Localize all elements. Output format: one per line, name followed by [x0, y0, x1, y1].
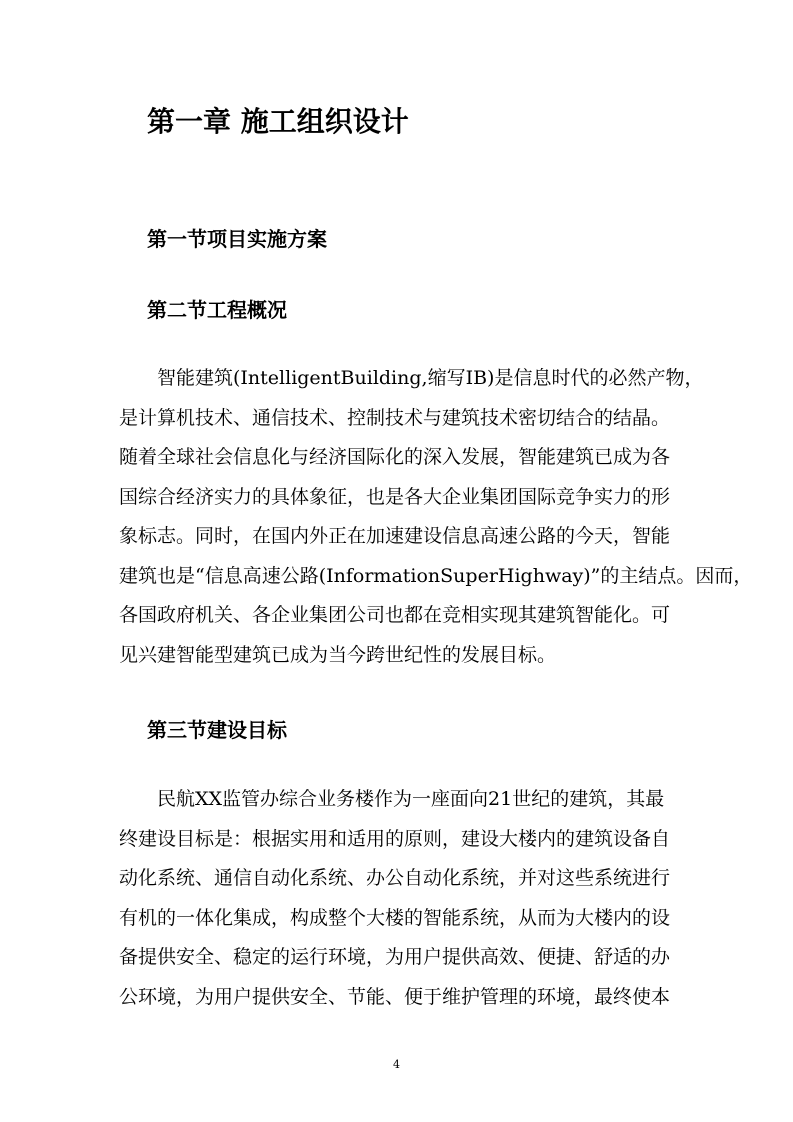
paragraph-line: 终建设目标是：根据实用和适用的原则，建设大楼内的建筑设备自 [119, 827, 671, 850]
page-number: 4 [393, 1058, 400, 1071]
paragraph-construction-goal [119, 780, 669, 1017]
section-title-1: 第一节项目实施方案 [147, 227, 327, 251]
paragraph-line: 动化系统、通信自动化系统、办公自动化系统，并对这些系统进行 [119, 867, 671, 889]
paragraph-line: 是计算机技术、通信技术、控制技术与建筑技术密切结合的结晶。 [119, 406, 671, 429]
paragraph-line: 民航XX监管办综合业务楼作为一座面向21世纪的建筑，其最 [157, 788, 665, 810]
section-title-3: 第三节建设目标 [147, 718, 287, 742]
section-title-2: 第二节工程概况 [147, 298, 287, 322]
paragraph-line: 智能建筑(IntelligentBuilding,缩写IB)是信息时代的必然产物， [157, 367, 704, 389]
paragraph-line: 公环境，为用户提供安全、节能、便于维护管理的环境，最终使本 [119, 985, 671, 1008]
paragraph-project-overview [119, 359, 753, 675]
paragraph-line: 象标志。同时，在国内外正在加速建设信息高速公路的今天，智能 [119, 525, 671, 547]
paragraph-line: 建筑也是“信息高速公路(InformationSuperHighway)”的主结点。因而， [119, 564, 753, 587]
paragraph-line: 备提供安全、稳定的运行环境，为用户提供高效、便捷、舒适的办 [119, 946, 671, 968]
paragraph-line: 随着全球社会信息化与经济国际化的深入发展，智能建筑已成为各 [119, 446, 671, 468]
paragraph-line: 有机的一体化集成，构成整个大楼的智能系统，从而为大楼内的设 [119, 906, 671, 929]
chapter-title: 第一章 施工组织设计 [147, 105, 409, 138]
paragraph-line: 见兴建智能型建筑已成为当今跨世纪性的发展目标。 [119, 643, 557, 666]
paragraph-line: 各国政府机关、各企业集团公司也都在竞相实现其建筑智能化。可 [119, 604, 671, 626]
paragraph-line: 国综合经济实力的具体象征，也是各大企业集团国际竞争实力的形 [119, 485, 671, 508]
